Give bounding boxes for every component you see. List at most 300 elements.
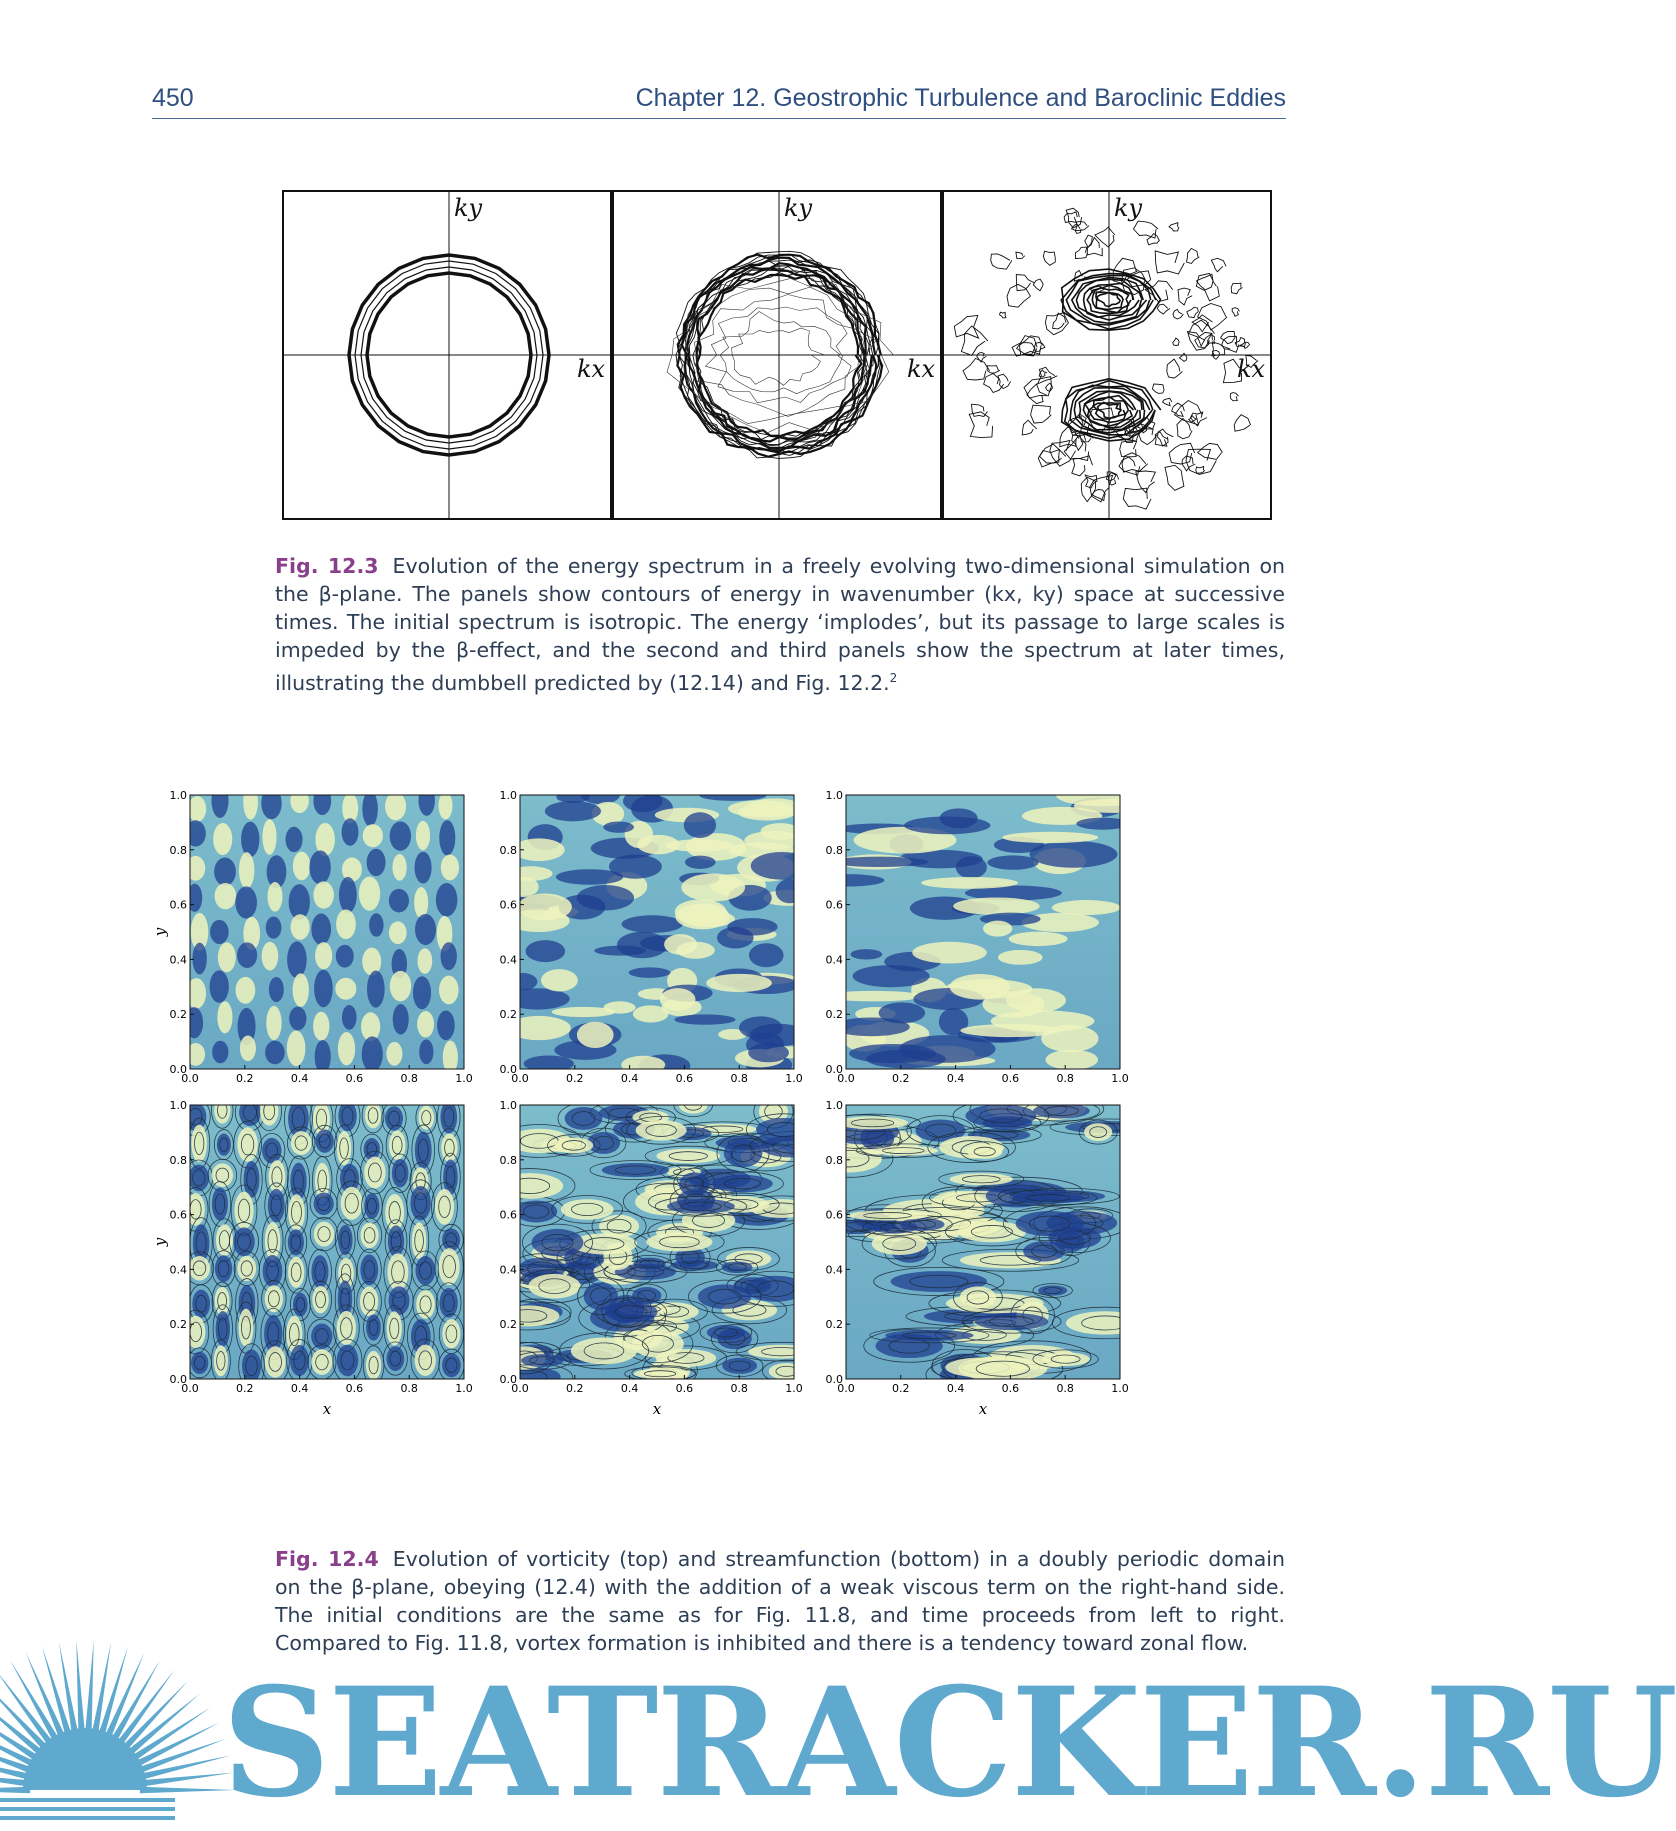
field-low <box>739 1016 782 1039</box>
field-low <box>189 1165 210 1192</box>
field-high <box>769 1363 805 1380</box>
watermark-text: SEATRACKER.RU <box>222 1655 1676 1831</box>
field-low <box>185 1007 203 1038</box>
field-high <box>664 934 697 955</box>
fig-12-4-label: Fig. 12.4 <box>275 1547 379 1571</box>
field-low <box>748 1043 789 1062</box>
y-tick-label: 0.2 <box>499 1008 517 1022</box>
field-high <box>1084 1123 1112 1141</box>
field-low <box>362 1036 383 1072</box>
x-tick-label: 1.0 <box>455 1072 473 1085</box>
field-high <box>706 974 772 992</box>
y-tick-label: 0.0 <box>499 1063 517 1076</box>
spectrum-contour <box>1157 304 1170 314</box>
y-tick-label: 0.4 <box>169 1263 187 1277</box>
spectrum-contour <box>1187 307 1199 317</box>
field-low <box>745 1276 806 1302</box>
fig-12-4-figure <box>135 785 1285 1525</box>
spectrum-contour <box>1232 308 1239 317</box>
field-low <box>367 970 385 1007</box>
spectrum-contour <box>1095 227 1115 247</box>
field-high <box>186 1316 205 1348</box>
field-low <box>849 1044 936 1063</box>
field-low <box>315 1040 331 1074</box>
spectrum-contour <box>1189 416 1197 423</box>
field-high <box>341 1187 363 1220</box>
field-low <box>521 1354 563 1367</box>
field-high <box>496 1173 563 1199</box>
field-high <box>577 1022 614 1048</box>
spectrum-contour <box>1040 444 1066 463</box>
field-low <box>418 785 434 816</box>
fig-12-3-figure <box>282 190 1274 520</box>
field-high <box>604 1001 636 1013</box>
field-high <box>235 977 255 1004</box>
spectrum-contour <box>1027 384 1047 404</box>
field-high <box>912 942 987 964</box>
y-axis-label: y <box>151 927 169 937</box>
x-tick-label: 1.0 <box>1111 1382 1129 1395</box>
x-tick-label: 0.6 <box>1001 1382 1020 1395</box>
spectrum-contour <box>1231 283 1242 294</box>
x-tick-label: 1.0 <box>1111 1072 1129 1085</box>
x-axis-label: x <box>978 1400 988 1418</box>
spectrum-contour <box>1038 367 1058 384</box>
field-high <box>571 1338 637 1365</box>
spectrum-contour <box>1167 359 1183 378</box>
field-low <box>415 914 436 945</box>
field-high <box>748 1345 816 1359</box>
field-low <box>441 942 457 970</box>
spectrum-contour <box>1031 405 1052 423</box>
x-tick-label: 0.6 <box>675 1072 694 1085</box>
field-high <box>313 881 333 908</box>
field-high <box>234 1192 253 1230</box>
field-low <box>419 1039 433 1064</box>
spectrum-contour <box>977 353 987 363</box>
running-head: Chapter 12. Geostrophic Turbulence and Baroclinic Eddies <box>635 84 1286 112</box>
field-high <box>366 1351 381 1380</box>
field-high <box>338 1032 355 1065</box>
field-low <box>215 1255 232 1282</box>
y-tick-label: 0.2 <box>169 1318 187 1332</box>
field-low <box>342 818 359 846</box>
kx-axis-label: kx <box>1237 355 1266 383</box>
field-low <box>442 1228 460 1251</box>
field-high <box>561 1199 614 1220</box>
field-low <box>410 1186 430 1221</box>
x-tick-label: 0.0 <box>837 1072 855 1085</box>
field-low <box>314 970 333 1008</box>
field-high <box>983 921 1012 937</box>
field-low <box>756 1118 812 1141</box>
field-low <box>338 1225 353 1255</box>
field-panel <box>806 1093 1167 1393</box>
spectrum-panels <box>282 190 1274 520</box>
y-tick-label: 0.6 <box>825 1208 843 1222</box>
field-low <box>266 916 282 938</box>
field-high <box>217 1001 232 1033</box>
sun-ray <box>76 1640 85 1735</box>
x-tick-label: 0.6 <box>1001 1072 1020 1085</box>
field-high <box>950 974 1011 1000</box>
field-low <box>415 1256 435 1285</box>
field-low <box>389 889 409 913</box>
field-high <box>738 804 796 820</box>
field-low <box>337 1345 359 1377</box>
field-high <box>958 1356 1047 1381</box>
x-tick-label: 0.6 <box>345 1382 364 1395</box>
field-low <box>556 869 623 885</box>
spectrum-contour <box>954 315 978 338</box>
field-high <box>634 1369 686 1379</box>
field-low <box>336 945 354 968</box>
field-low <box>369 913 383 936</box>
spectrum-contour <box>1177 418 1192 438</box>
y-tick-label: 0.8 <box>499 843 517 857</box>
field-high <box>389 921 407 944</box>
field-low <box>367 849 386 876</box>
field-panel <box>505 786 814 1077</box>
x-tick-label: 0.0 <box>511 1072 529 1085</box>
field-high <box>675 899 727 924</box>
x-tick-label: 0.8 <box>1056 1382 1074 1395</box>
field-low <box>388 1225 404 1257</box>
y-tick-label: 0.6 <box>169 1208 187 1222</box>
field-high <box>1056 786 1148 807</box>
field-low <box>853 965 930 987</box>
sun-disc <box>23 1728 147 1790</box>
x-tick-label: 0.4 <box>620 1382 639 1395</box>
field-high <box>365 1103 381 1129</box>
field-low <box>287 941 307 978</box>
field-low <box>603 821 634 832</box>
kx-axis-label: kx <box>907 355 936 383</box>
spectrum-contour <box>1187 248 1200 263</box>
field-high <box>438 792 452 819</box>
x-tick-label: 1.0 <box>785 1072 803 1085</box>
y-tick-label: 1.0 <box>825 1099 843 1112</box>
ky-axis-label: ky <box>454 194 483 222</box>
field-low <box>210 970 229 1003</box>
field-panel <box>481 1093 831 1390</box>
spectrum-contour <box>1179 353 1187 361</box>
field-high <box>660 988 696 1011</box>
field-low <box>442 1353 461 1377</box>
field-high <box>267 882 282 912</box>
field-high <box>415 1345 436 1376</box>
sun-ray <box>120 1681 188 1752</box>
field-low <box>314 1192 334 1215</box>
field-high <box>237 1256 256 1281</box>
field-low <box>667 1199 735 1214</box>
y-tick-label: 1.0 <box>499 789 517 802</box>
field-low <box>885 1330 973 1341</box>
field-high <box>216 1224 233 1256</box>
y-tick-label: 0.6 <box>169 898 187 912</box>
field-low <box>212 1187 228 1220</box>
field-high <box>441 855 459 881</box>
field-low <box>622 915 683 933</box>
field-high <box>337 1311 356 1345</box>
spectrum-contour <box>991 254 1012 269</box>
field-high <box>265 1222 280 1260</box>
field-low <box>210 920 229 944</box>
spectrum-contour <box>1169 223 1179 231</box>
field-low <box>722 1261 753 1273</box>
field-low <box>186 820 206 846</box>
y-tick-label: 0.2 <box>825 1008 843 1022</box>
field-high <box>260 1097 278 1126</box>
spectrum-contour <box>1043 251 1055 265</box>
field-high <box>359 876 380 910</box>
field-low <box>342 1005 357 1030</box>
field-high <box>262 819 276 855</box>
field-high <box>336 909 356 939</box>
field-low <box>975 1313 1048 1330</box>
y-tick-label: 0.6 <box>499 898 517 912</box>
field-low <box>632 1287 661 1304</box>
y-tick-label: 0.0 <box>825 1063 843 1076</box>
y-tick-label: 1.0 <box>825 789 843 802</box>
field-low <box>545 801 601 821</box>
x-tick-label: 0.2 <box>566 1382 584 1395</box>
field-high <box>314 1222 334 1247</box>
field-high <box>387 1311 402 1345</box>
field-panel <box>808 786 1153 1070</box>
field-low <box>776 879 805 903</box>
field-low <box>565 1107 603 1130</box>
spectrum-contour <box>720 312 843 394</box>
field-high <box>967 1144 1002 1159</box>
field-low <box>749 943 784 967</box>
field-high <box>239 1309 254 1347</box>
spectrum-contour <box>984 374 1004 393</box>
field-high <box>215 1287 230 1315</box>
field-high <box>823 991 924 1001</box>
field-high <box>416 821 430 850</box>
field-low <box>879 1002 926 1023</box>
x-tick-label: 0.2 <box>236 1072 254 1085</box>
spectrum-contour <box>1165 465 1184 490</box>
y-tick-label: 0.4 <box>825 953 843 967</box>
field-low <box>698 1284 752 1308</box>
fig-12-3-caption <box>275 552 1285 697</box>
field-panels <box>135 785 1285 1525</box>
field-low <box>509 973 538 990</box>
spectrum-contour <box>1122 453 1148 472</box>
field-high <box>364 1157 385 1189</box>
field-low <box>602 1163 669 1177</box>
field-high <box>1066 1311 1144 1334</box>
field-high <box>385 792 406 820</box>
field-low <box>364 1138 380 1160</box>
field-low <box>413 976 431 1009</box>
field-low <box>362 791 378 827</box>
field-high <box>837 1116 908 1129</box>
field-high <box>541 969 578 991</box>
field-high <box>186 856 205 881</box>
y-tick-label: 0.0 <box>169 1063 187 1076</box>
field-low <box>526 940 566 962</box>
spectrum-contour <box>1175 401 1202 426</box>
field-high <box>1041 1352 1089 1366</box>
field-high <box>390 971 411 1001</box>
field-high <box>435 1189 454 1225</box>
field-high <box>288 1257 304 1288</box>
field-low <box>241 822 259 857</box>
spectrum-contour <box>1016 252 1025 259</box>
spectrum-contour <box>1173 310 1184 320</box>
x-tick-label: 0.8 <box>730 1382 748 1395</box>
field-low <box>360 1254 378 1285</box>
field-low <box>1015 1211 1083 1236</box>
field-high <box>950 1173 1013 1185</box>
field-low <box>364 1193 379 1219</box>
field-high <box>439 976 459 1005</box>
spectrum-contour <box>1085 235 1093 247</box>
field-high <box>1006 988 1066 1012</box>
spectrum-contour <box>1155 251 1184 274</box>
field-low <box>439 820 455 856</box>
spectrum-contour <box>1152 384 1164 393</box>
spectrum-contour <box>1000 312 1006 318</box>
y-tick-label: 0.6 <box>499 1208 517 1222</box>
x-tick-label: 0.4 <box>290 1072 309 1085</box>
field-high <box>243 784 258 820</box>
field-low <box>262 1138 281 1164</box>
field-low <box>217 1133 231 1155</box>
spectrum-contour <box>1127 271 1151 287</box>
field-high <box>656 1149 720 1164</box>
spectrum-contour <box>1211 258 1226 272</box>
field-low <box>214 858 236 886</box>
field-high <box>312 1286 328 1313</box>
field-low <box>904 816 990 834</box>
field-low <box>269 977 284 1002</box>
spectrum-contour <box>1064 212 1077 223</box>
fig-12-3-label: Fig. 12.3 <box>275 554 379 578</box>
x-tick-label: 0.8 <box>1056 1072 1074 1085</box>
x-tick-label: 0.0 <box>181 1072 199 1085</box>
field-low <box>437 1011 455 1041</box>
spectrum-contour <box>1076 247 1088 258</box>
field-low <box>605 1301 658 1322</box>
field-high <box>361 1223 379 1249</box>
field-low <box>393 1004 409 1035</box>
field-low <box>339 877 357 913</box>
x-tick-label: 0.8 <box>400 1072 418 1085</box>
field-high <box>291 914 310 940</box>
spectrum-contour <box>732 328 825 385</box>
x-tick-label: 1.0 <box>455 1382 473 1395</box>
field-high <box>960 1286 996 1308</box>
x-tick-label: 0.4 <box>620 1072 639 1085</box>
field-low <box>685 856 716 869</box>
field-high <box>636 1120 687 1141</box>
spectrum-contour <box>1123 488 1151 509</box>
field-low <box>439 1288 457 1318</box>
field-low <box>386 1346 404 1371</box>
y-tick-label: 0.0 <box>169 1373 187 1386</box>
field-high <box>266 1006 281 1040</box>
x-tick-label: 0.4 <box>946 1072 965 1085</box>
footnote-mark: 2 <box>889 671 898 685</box>
field-high <box>848 1210 928 1220</box>
field-low <box>309 850 330 884</box>
field-low <box>290 1345 309 1376</box>
spectrum-contour <box>1186 449 1216 474</box>
field-low <box>212 1041 228 1064</box>
field-low <box>191 1352 208 1374</box>
x-tick-label: 0.8 <box>400 1382 418 1395</box>
y-tick-label: 0.2 <box>169 1008 187 1022</box>
x-tick-label: 0.6 <box>675 1382 694 1395</box>
field-high <box>269 1160 286 1194</box>
kx-axis-label: kx <box>577 355 606 383</box>
field-high <box>744 831 804 850</box>
sun-wave <box>0 1816 175 1820</box>
y-tick-label: 0.4 <box>169 953 187 967</box>
field-high <box>189 1256 210 1281</box>
field-low <box>289 1007 306 1031</box>
field-low <box>1033 1103 1090 1118</box>
field-panel <box>181 1091 464 1388</box>
field-low <box>316 1129 334 1152</box>
field-high <box>191 1125 207 1162</box>
field-high <box>293 852 311 881</box>
x-axis-label: x <box>652 1400 662 1418</box>
field-low <box>1013 1192 1085 1203</box>
field-high <box>386 1042 402 1066</box>
field-high <box>311 1349 332 1375</box>
field-low <box>956 856 987 878</box>
field-low <box>722 1358 757 1374</box>
field-high <box>240 1036 256 1062</box>
spectrum-contour <box>1196 273 1219 301</box>
y-tick-label: 0.8 <box>825 1153 843 1167</box>
field-low <box>211 783 228 818</box>
sun-icon <box>0 1615 220 1820</box>
field-low <box>265 1041 285 1065</box>
y-tick-label: 0.8 <box>169 843 187 857</box>
field-high <box>1002 832 1098 843</box>
field-low <box>751 852 813 880</box>
spectrum-contour <box>1033 279 1043 291</box>
field-low <box>724 1139 763 1167</box>
field-high <box>960 1024 1060 1037</box>
x-tick-label: 0.0 <box>511 1382 529 1395</box>
ky-axis-label: ky <box>1114 194 1143 222</box>
spectrum-contour <box>1147 234 1160 245</box>
spectrum-contour <box>1173 338 1180 345</box>
sun-ray <box>140 1787 235 1794</box>
field-low <box>850 949 882 959</box>
page-number: 450 <box>152 84 194 112</box>
y-tick-label: 0.2 <box>499 1318 517 1332</box>
y-tick-label: 1.0 <box>169 1099 187 1112</box>
field-high <box>1052 900 1121 915</box>
x-tick-label: 1.0 <box>785 1382 803 1395</box>
field-low <box>389 1286 410 1315</box>
x-tick-label: 0.6 <box>345 1072 364 1085</box>
field-low <box>192 1290 210 1318</box>
y-tick-label: 0.0 <box>825 1373 843 1386</box>
field-high <box>632 1330 684 1358</box>
field-high <box>335 978 356 1000</box>
x-tick-label: 0.4 <box>290 1382 309 1395</box>
field-high <box>186 1043 205 1066</box>
